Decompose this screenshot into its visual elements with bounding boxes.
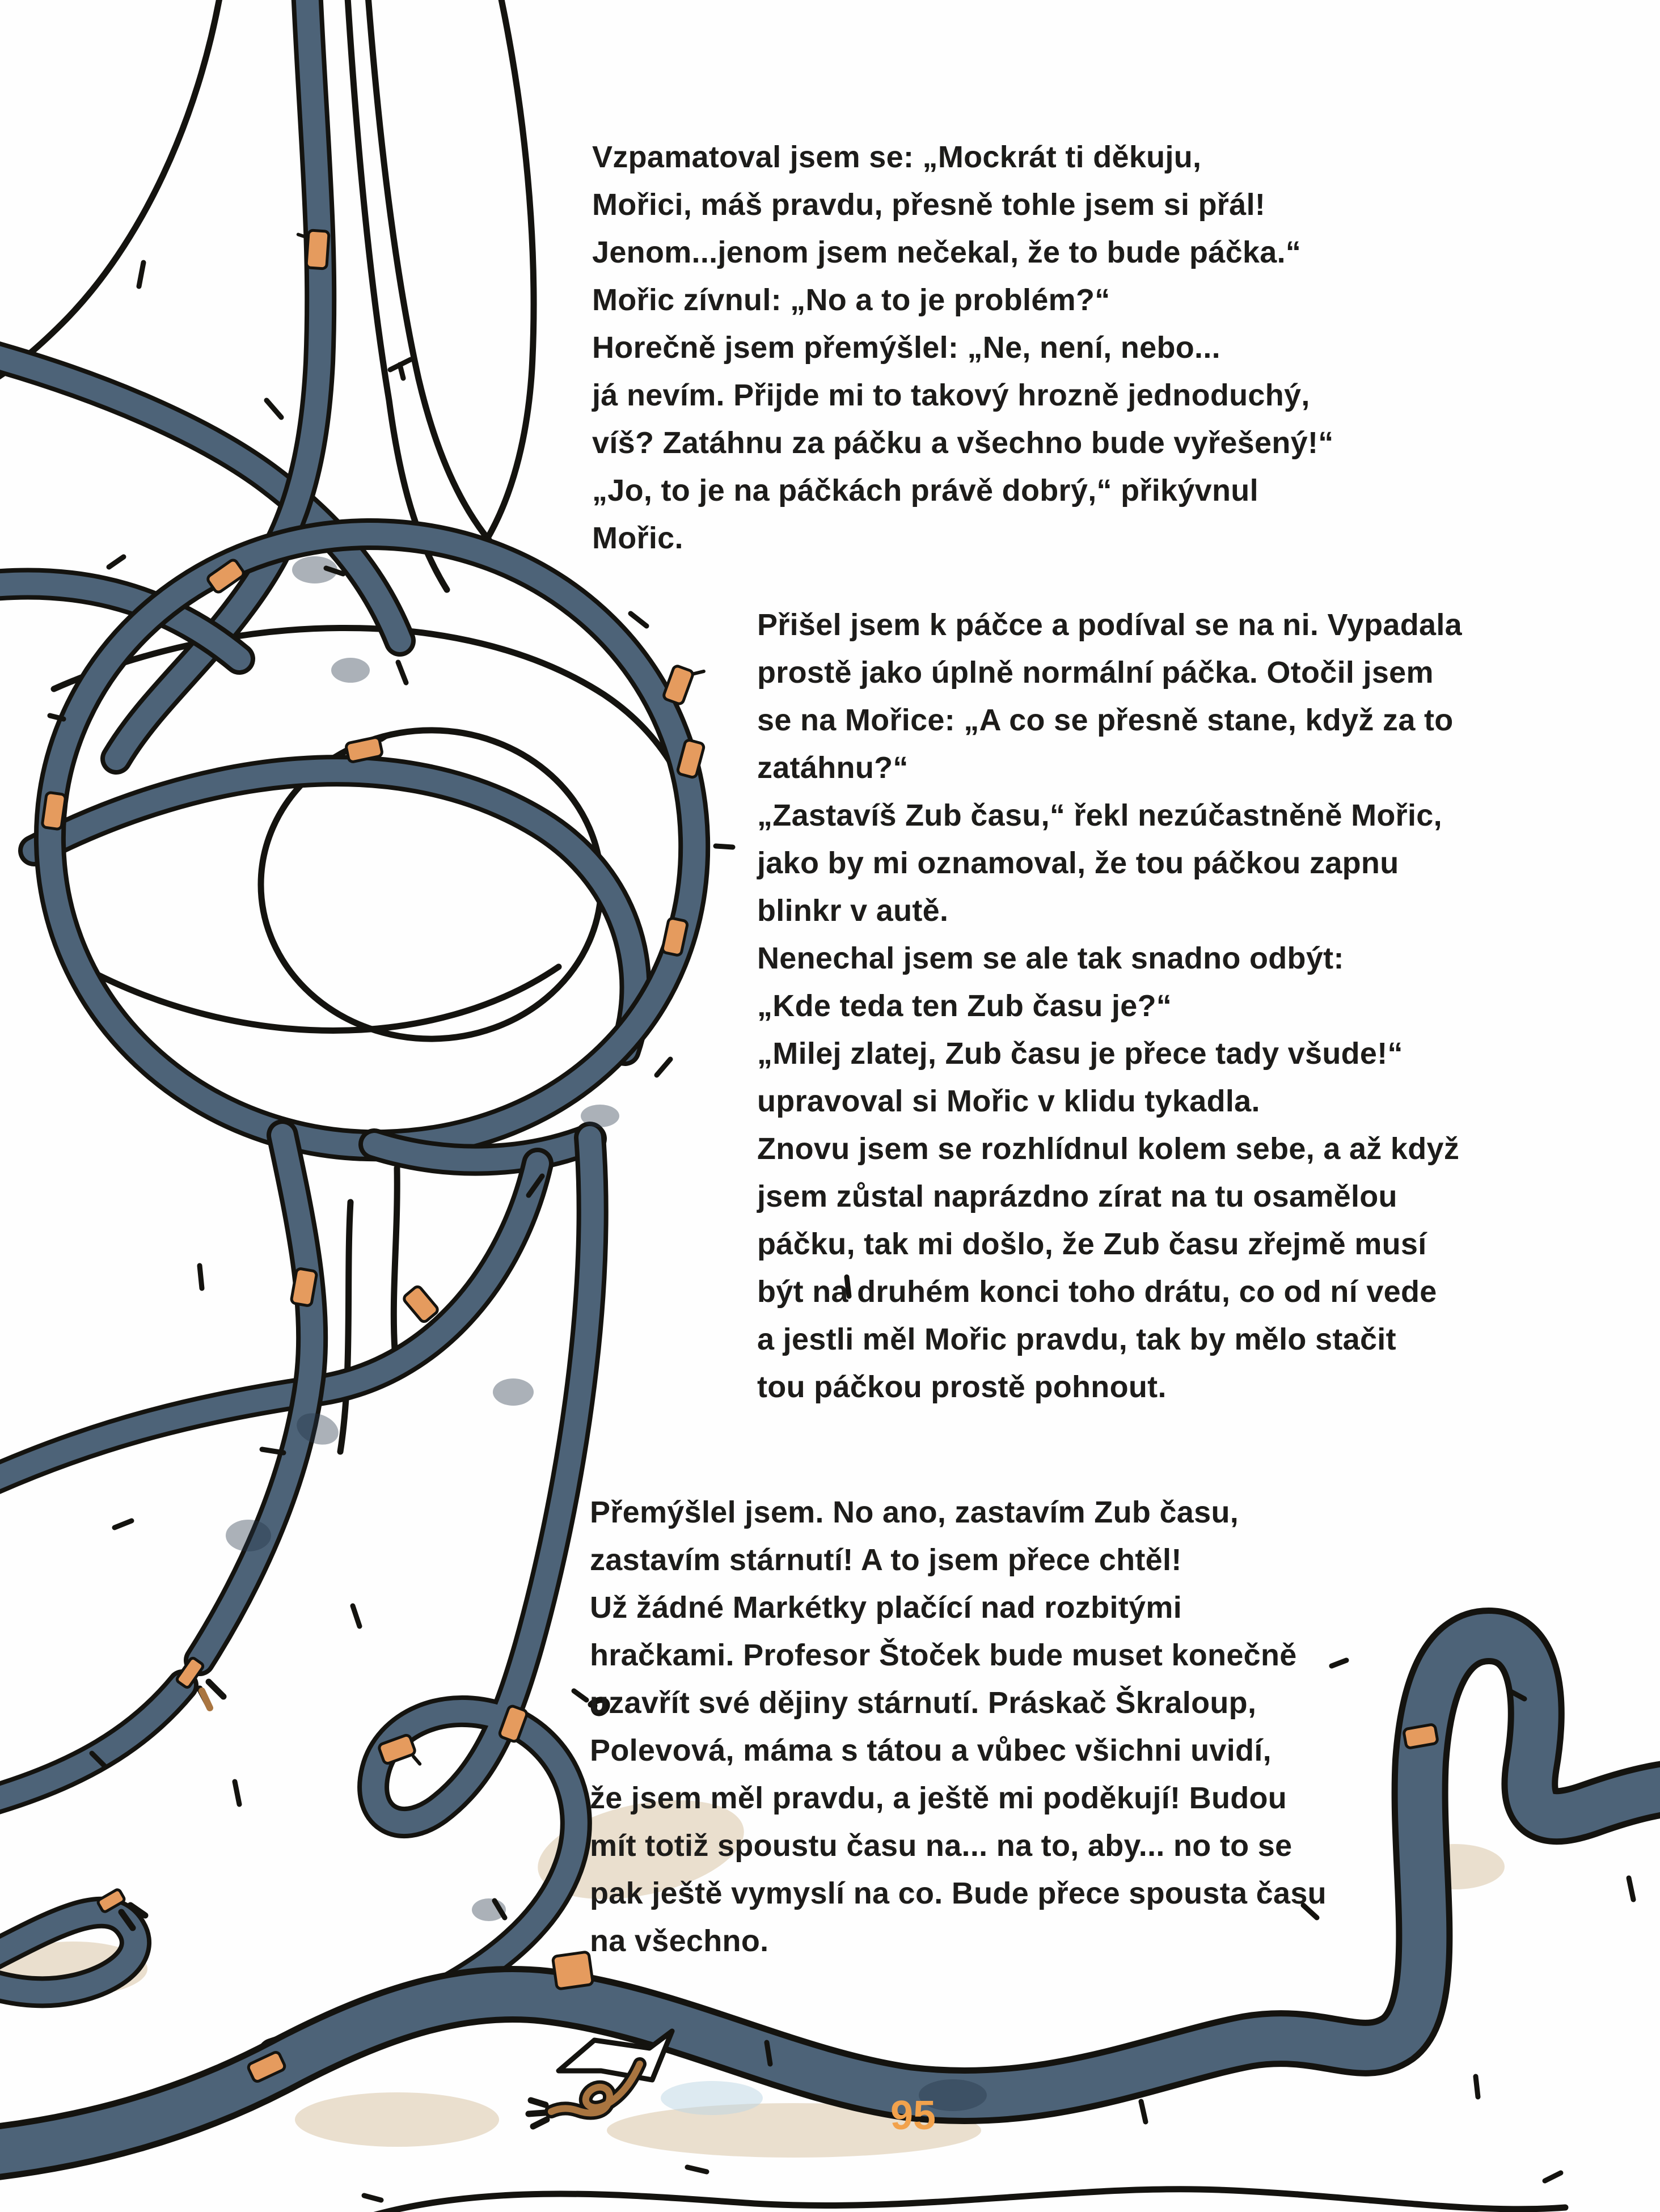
story-line: „Jo, to je na páčkách právě dobrý,“ přikývnul	[592, 473, 1258, 507]
story-line: upravoval si Mořic v klidu tykadla.	[757, 1084, 1260, 1118]
story-line: „Zastavíš Zub času,“ řekl nezúčastněně Mořic,	[757, 798, 1442, 832]
story-line: páčku, tak mi došlo, že Zub času zřejmě musí	[757, 1227, 1427, 1261]
story-line: zastavím stárnutí! A to jsem přece chtěl!	[590, 1543, 1182, 1577]
story-line: Mořic zívnul: „No a to je problém?“	[592, 283, 1110, 317]
story-line: Mořic.	[592, 521, 683, 555]
story-line: se na Mořice: „A co se přesně stane, když za to	[757, 703, 1454, 737]
story-line: Horečně jsem přemýšlel: „Ne, není, nebo...	[592, 331, 1220, 365]
story-paragraph-1	[592, 133, 1334, 562]
bow-knot	[529, 2031, 672, 2126]
story-line: Vzpamatoval jsem se: „Mockrát ti děkuju,	[592, 140, 1202, 174]
story-line: Mořici, máš pravdu, přesně tohle jsem si přál!	[592, 188, 1266, 222]
story-line: jsem zůstal naprázdno zírat na tu osamělou	[757, 1179, 1397, 1213]
story-line: blinkr v autě.	[757, 894, 949, 928]
story-line: Přemýšlel jsem. No ano, zastavím Zub času,	[590, 1495, 1239, 1529]
story-line: mít totiž spoustu času na... na to, aby... no to se	[590, 1829, 1292, 1863]
story-line: Polevová, máma s tátou a vůbec všichni uvidí,	[590, 1733, 1272, 1767]
story-line: já nevím. Přijde mi to takový hrozně jednoduchý,	[592, 378, 1310, 412]
story-line: Znovu jsem se rozhlídnul kolem sebe, a až když	[757, 1132, 1460, 1166]
story-line: tou páčkou prostě pohnout.	[757, 1370, 1167, 1404]
story-line: a jestli měl Mořic pravdu, tak by mělo stačit	[757, 1322, 1396, 1356]
story-line: pak ještě vymyslí na co. Bude přece spousta času	[590, 1876, 1327, 1910]
story-paragraph-3	[590, 1488, 1327, 1965]
story-line: být na druhém konci toho drátu, co od ní vede	[757, 1275, 1437, 1309]
story-line: víš? Zatáhnu za páčku a všechno bude vyřešený!“	[592, 426, 1334, 460]
story-line: Jenom...jenom jsem nečekal, že to bude páčka.“	[592, 235, 1302, 269]
story-line: hračkami. Profesor Štoček bude muset konečně	[590, 1638, 1297, 1672]
story-line: zatáhnu?“	[757, 751, 909, 785]
story-line: „Milej zlatej, Zub času je přece tady všude!“	[757, 1037, 1403, 1071]
story-line: uzavřít své dějiny stárnutí. Práskač Škraloup,	[590, 1686, 1257, 1720]
page-number: 95	[890, 2093, 936, 2138]
story-line: Už žádné Markétky plačící nad rozbitými	[590, 1591, 1182, 1625]
story-line: na všechno.	[590, 1924, 769, 1958]
story-line: že jsem měl pravdu, a ještě mi poděkují! Budou	[590, 1781, 1287, 1815]
story-line: „Kde teda ten Zub času je?“	[757, 989, 1172, 1023]
story-line: Přišel jsem k páčce a podíval se na ni. Vypadala	[757, 608, 1463, 642]
story-line: Nenechal jsem se ale tak snadno odbýt:	[757, 941, 1344, 975]
story-paragraph-2	[757, 601, 1462, 1411]
story-line: prostě jako úplně normální páčka. Otočil jsem	[757, 655, 1434, 690]
story-line: jako by mi oznamoval, že tou páčkou zapnu	[757, 846, 1399, 880]
